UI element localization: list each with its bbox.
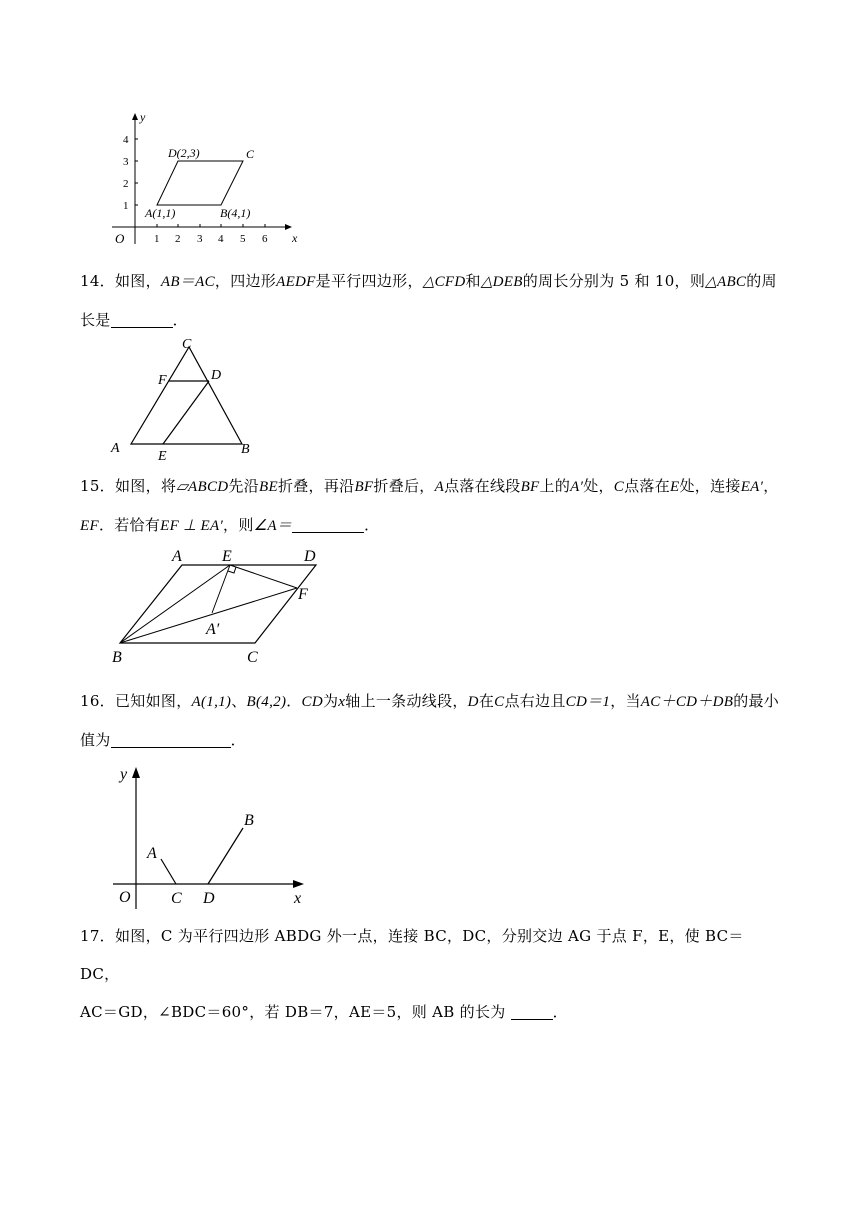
vertex-b-label: B <box>241 442 250 457</box>
vertex-a-label: A <box>172 548 182 565</box>
vertex-e-label: E <box>158 449 167 462</box>
math: CD＝1 <box>565 694 611 710</box>
question-number: 16． <box>80 692 115 710</box>
x-tick: 3 <box>197 233 203 245</box>
text: ，当 <box>610 692 641 710</box>
vertex-b-label: B <box>112 649 122 666</box>
y-tick: 1 <box>123 200 129 212</box>
text: 为 <box>322 692 339 710</box>
y-tick: 4 <box>123 134 129 146</box>
text: ，四边形 <box>214 272 277 290</box>
math: E <box>670 479 680 495</box>
vertex-d-label: D <box>304 548 316 565</box>
point-a-label: A <box>147 845 157 862</box>
text: ， <box>763 477 779 495</box>
math: C <box>494 694 505 710</box>
text: ． <box>286 692 302 710</box>
origin-label: O <box>115 231 125 246</box>
figure-folded-parallelogram <box>108 544 328 670</box>
text: 点落在 <box>624 477 671 495</box>
text: 已知如图， <box>115 692 192 710</box>
text: 处，连接 <box>679 477 741 495</box>
vertex-c-label: C <box>247 649 258 666</box>
answer-blank[interactable] <box>111 731 231 748</box>
vertex-a-prime-label: A′ <box>206 621 220 638</box>
math: AB＝AC <box>160 274 215 290</box>
question-number: 14． <box>80 272 115 290</box>
text: ，则 <box>223 516 254 534</box>
text: ．若恰有 <box>98 516 161 534</box>
math: ∠A＝ <box>253 518 293 534</box>
point-b-label: B <box>244 812 254 829</box>
text: 先沿 <box>228 477 260 495</box>
text: 如图，将 <box>115 477 177 495</box>
math: △ABC <box>705 274 747 290</box>
question-17-line-1 <box>80 917 780 993</box>
text: 折叠，再沿 <box>277 477 355 495</box>
origin-label: O <box>119 889 131 906</box>
text: 上的 <box>539 477 571 495</box>
point-a-label: A(1,1) <box>145 206 176 220</box>
math: CD <box>301 694 323 710</box>
question-15 <box>80 467 780 545</box>
vertex-d-label: D <box>211 368 222 383</box>
text: ． <box>552 1003 568 1021</box>
y-tick: 2 <box>123 178 129 190</box>
text: 折叠后， <box>373 477 435 495</box>
vertex-f-label: F <box>158 373 167 388</box>
y-tick: 3 <box>123 156 129 168</box>
figure-triangle-parallelogram <box>108 334 268 462</box>
math: EF ⊥ EA′ <box>160 518 224 534</box>
vertex-f-label: F <box>298 586 308 603</box>
vertex-a-label: A <box>111 441 120 456</box>
text: 是平行四边形， <box>315 272 423 290</box>
question-16 <box>80 682 780 759</box>
math: A′ <box>570 479 584 495</box>
text: 点右边且 <box>504 692 566 710</box>
math: A <box>434 479 445 495</box>
text: 在 <box>478 692 495 710</box>
figure-moving-segment <box>108 762 308 910</box>
y-axis-label: y <box>140 110 146 124</box>
answer-blank[interactable] <box>111 311 173 328</box>
x-axis-label: x <box>292 231 298 245</box>
math: △DEB <box>480 274 523 290</box>
math: D <box>467 694 479 710</box>
text: AC＝GD，∠BDC＝60°，若 DB＝7，AE＝5，则 AB 的长为 <box>80 1003 506 1021</box>
text: 如图，C 为平行四边形 ABDG 外一点，连接 BC，DC，分别交边 AG 于点 F，E，使 BC＝DC， <box>80 927 744 983</box>
math: A(1,1) <box>191 694 232 710</box>
math: C <box>613 479 625 495</box>
figure-parallelogram-coordinates <box>110 110 300 250</box>
text: 点落在线段 <box>444 477 521 495</box>
math: BF <box>520 479 540 495</box>
math: △CFD <box>422 274 466 290</box>
text: 轴上一条动线段， <box>345 692 468 710</box>
answer-blank[interactable] <box>292 516 364 533</box>
question-17 <box>80 917 780 1031</box>
question-number: 17． <box>80 927 115 945</box>
text: 的周长是 <box>80 272 777 329</box>
math: AC＋CD＋DB <box>640 694 734 710</box>
x-tick: 4 <box>218 233 224 245</box>
math: BE <box>259 479 278 495</box>
vertex-c-label: C <box>182 337 192 352</box>
math: EF <box>80 518 99 534</box>
question-17-line-2 <box>80 993 780 1031</box>
point-c-label: C <box>246 147 255 161</box>
point-b-label: B(4,1) <box>220 206 251 220</box>
point-c-label: C <box>171 890 182 907</box>
text: 、 <box>231 692 247 710</box>
x-tick: 1 <box>154 233 160 245</box>
math: x <box>338 694 346 710</box>
point-d-label: D <box>203 890 215 907</box>
vertex-e-label: E <box>222 548 232 565</box>
math: BF <box>354 479 374 495</box>
text: ． <box>230 731 246 749</box>
text: 的最小值为 <box>80 692 780 749</box>
text: 处， <box>583 477 614 495</box>
question-14 <box>80 262 780 339</box>
math: ▱ABCD <box>176 479 229 495</box>
x-tick: 2 <box>175 233 181 245</box>
x-tick: 5 <box>240 233 246 245</box>
question-number: 15． <box>80 477 115 495</box>
point-d-label: D(2,3) <box>168 146 200 160</box>
math: EA′ <box>740 479 764 495</box>
answer-blank[interactable] <box>511 1003 553 1020</box>
x-tick: 6 <box>262 233 268 245</box>
text: ． <box>364 516 380 534</box>
math: AEDF <box>276 274 316 290</box>
text: 的周长分别为 5 和 10，则 <box>522 272 706 290</box>
text: ． <box>172 311 188 329</box>
y-axis-label: y <box>120 766 128 783</box>
text: 和 <box>465 272 481 290</box>
text: 如图， <box>115 272 161 290</box>
x-axis-label: x <box>294 890 302 907</box>
math: B(4,2) <box>246 694 287 710</box>
